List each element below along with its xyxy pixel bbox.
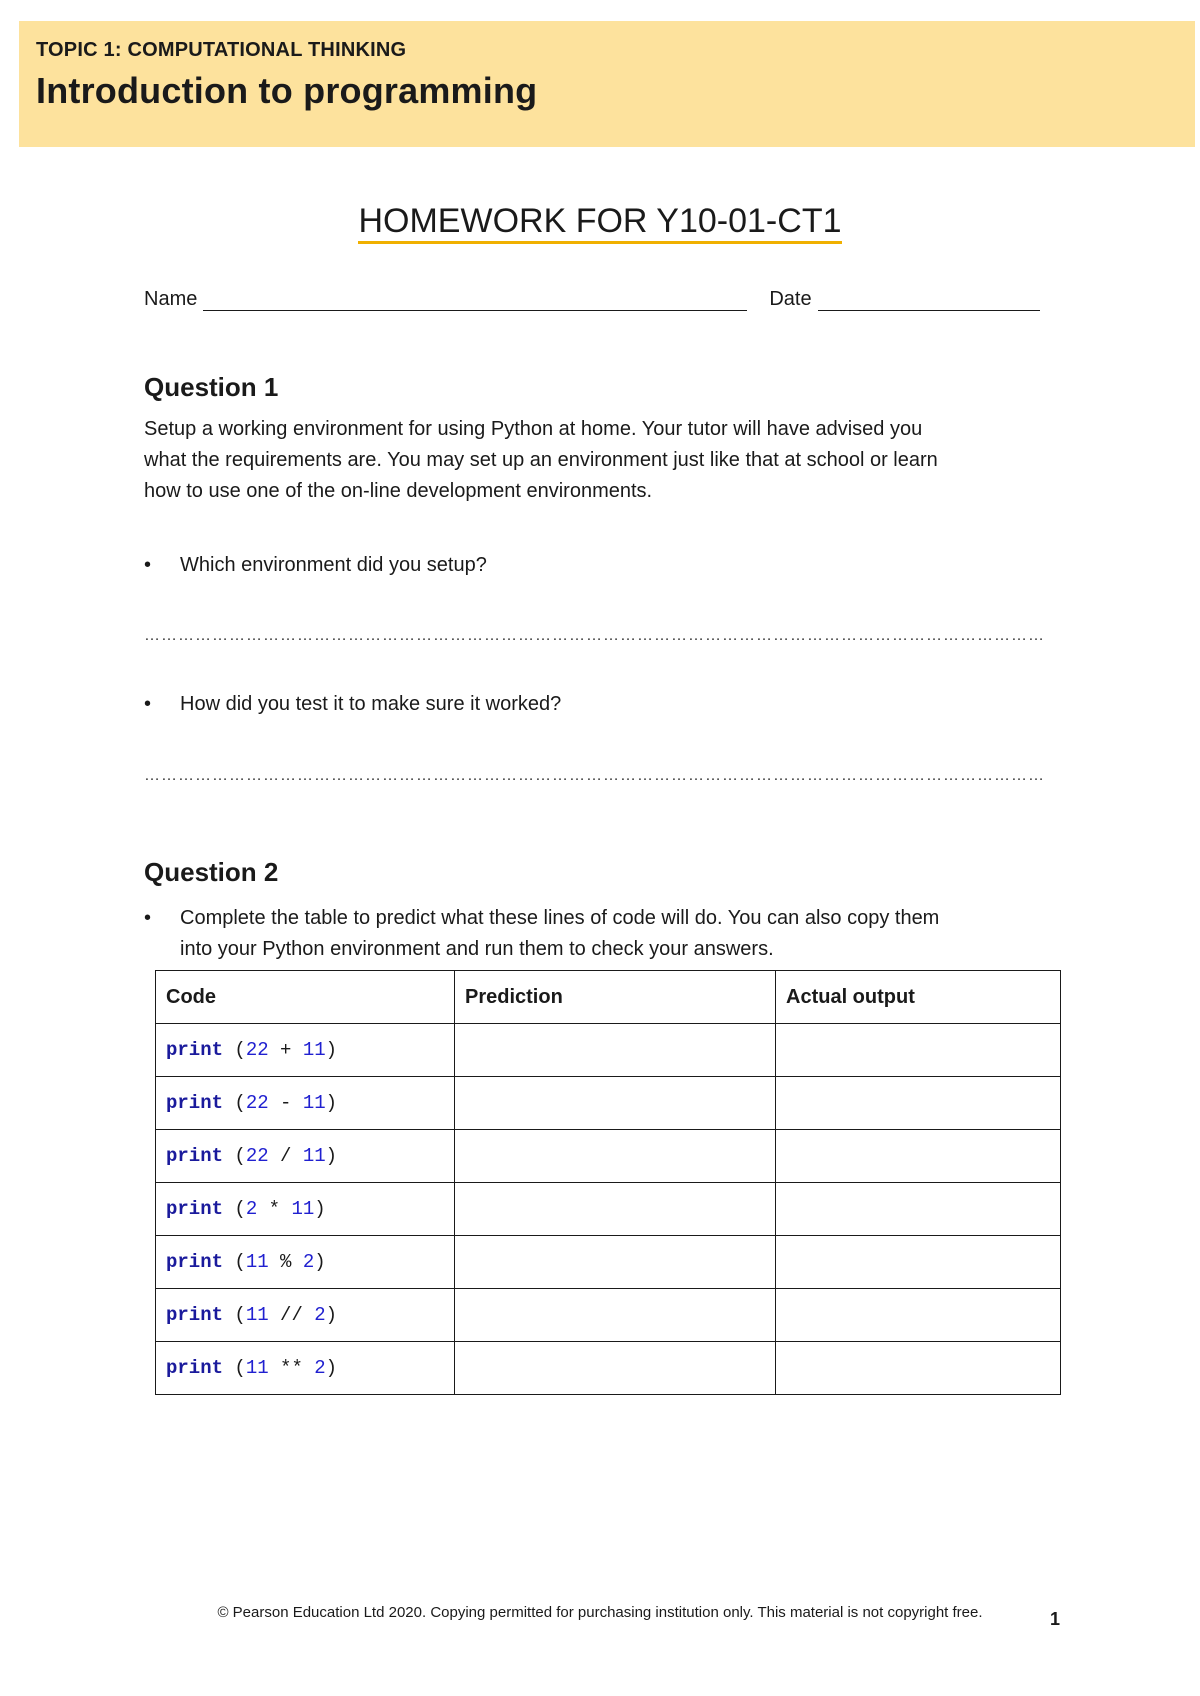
question-1-bullet <box>144 550 1054 581</box>
actual-output-cell[interactable] <box>776 1077 1061 1130</box>
code-cell <box>156 1130 455 1183</box>
date-label: Date <box>769 288 812 310</box>
prediction-cell[interactable] <box>455 1183 776 1236</box>
prediction-cell[interactable] <box>455 1130 776 1183</box>
table-row <box>156 1183 1061 1236</box>
homework-title <box>0 202 1200 241</box>
question-1-line: how to use one of the on-line development environments. <box>144 480 653 502</box>
code-operand: 11 <box>245 1304 269 1326</box>
actual-output-cell[interactable] <box>776 1183 1061 1236</box>
table-row <box>156 1342 1061 1395</box>
page-number: 1 <box>1050 1609 1061 1629</box>
answer-line[interactable]: …………………………………………………………………………………………………………………………………………… <box>144 627 1045 644</box>
code-operator: // <box>280 1304 303 1326</box>
code-table <box>155 970 1061 1395</box>
name-label: Name <box>144 288 198 310</box>
code-operand: 2 <box>302 1251 315 1273</box>
answer-line[interactable]: …………………………………………………………………………………………………………………………………………… <box>144 767 1045 784</box>
actual-output-cell[interactable] <box>776 1289 1061 1342</box>
code-punctuation: ( <box>223 1145 246 1167</box>
homework-title-text: HOMEWORK FOR Y10-01-CT1 <box>358 202 841 244</box>
code-operator: / <box>280 1145 292 1167</box>
code-cell <box>156 1077 455 1130</box>
question-1-line: Setup a working environment for using Python at home. Your tutor will have advised you <box>144 418 923 440</box>
prediction-cell[interactable] <box>455 1289 776 1342</box>
code-punctuation: ( <box>223 1304 246 1326</box>
bullet-icon: • <box>144 907 152 929</box>
code-punctuation: ( <box>223 1357 246 1379</box>
topic-label: TOPIC 1: COMPUTATIONAL THINKING <box>36 39 407 61</box>
column-header-code: Code <box>156 971 455 1024</box>
table-header-row <box>156 971 1061 1024</box>
column-header-prediction: Prediction <box>455 971 776 1024</box>
code-cell <box>156 1183 455 1236</box>
table-row <box>156 1130 1061 1183</box>
bullet-icon: • <box>144 693 152 715</box>
code-punctuation: ) <box>325 1357 338 1379</box>
code-operand: 2 <box>314 1357 326 1379</box>
code-cell <box>156 1342 455 1395</box>
question-1-bullet <box>144 689 1054 720</box>
code-operand: 11 <box>302 1145 326 1167</box>
actual-output-cell[interactable] <box>776 1236 1061 1289</box>
prediction-cell[interactable] <box>455 1236 776 1289</box>
code-operand: 22 <box>245 1145 269 1167</box>
code-operand: 2 <box>314 1304 326 1326</box>
code-keyword: print <box>166 1198 224 1220</box>
code-punctuation: ) <box>325 1092 338 1114</box>
code-operator: % <box>280 1251 292 1273</box>
question-1-line: what the requirements are. You may set up an environment just like that at school or learn <box>144 449 938 471</box>
bullet-line: into your Python environment and run them to check your answers. <box>180 938 774 960</box>
question-2-bullet <box>144 903 1054 965</box>
code-operand: 11 <box>245 1251 269 1273</box>
code-punctuation: ) <box>325 1145 338 1167</box>
code-keyword: print <box>166 1092 224 1114</box>
table-row <box>156 1236 1061 1289</box>
code-operand: 11 <box>291 1198 315 1220</box>
code-operator: - <box>280 1092 292 1114</box>
name-field[interactable] <box>203 288 747 311</box>
code-operand: 22 <box>245 1039 269 1061</box>
question-1-heading: Question 1 <box>144 372 279 402</box>
prediction-cell[interactable] <box>455 1024 776 1077</box>
actual-output-cell[interactable] <box>776 1342 1061 1395</box>
code-punctuation: ) <box>325 1039 338 1061</box>
table-row <box>156 1077 1061 1130</box>
table-row <box>156 1024 1061 1077</box>
code-punctuation: ( <box>223 1092 246 1114</box>
code-operator: * <box>268 1198 281 1220</box>
code-punctuation: ( <box>223 1039 246 1061</box>
bullet-line: Complete the table to predict what these lines of code will do. You can also copy them <box>180 907 940 929</box>
actual-output-cell[interactable] <box>776 1130 1061 1183</box>
bullet-icon: • <box>144 554 152 576</box>
code-keyword: print <box>166 1145 224 1167</box>
code-keyword: print <box>166 1357 224 1379</box>
code-operator: ** <box>280 1357 303 1379</box>
column-header-actual-output: Actual output <box>776 971 1061 1024</box>
date-field[interactable] <box>818 288 1040 311</box>
code-punctuation: ) <box>314 1251 326 1273</box>
code-punctuation: ( <box>223 1198 246 1220</box>
code-operand: 11 <box>245 1357 269 1379</box>
code-operand: 11 <box>302 1039 326 1061</box>
prediction-cell[interactable] <box>455 1342 776 1395</box>
page-title: Introduction to programming <box>36 70 538 111</box>
code-punctuation: ( <box>223 1251 246 1273</box>
code-keyword: print <box>166 1039 224 1061</box>
bullet-text <box>180 903 1054 965</box>
code-cell <box>156 1024 455 1077</box>
question-1-text <box>144 414 1044 507</box>
bullet-text: How did you test it to make sure it worked? <box>180 693 562 715</box>
bullet-text: Which environment did you setup? <box>180 554 487 576</box>
code-punctuation: ) <box>314 1198 326 1220</box>
code-keyword: print <box>166 1304 224 1326</box>
code-operand: 11 <box>302 1092 326 1114</box>
actual-output-cell[interactable] <box>776 1024 1061 1077</box>
table-row <box>156 1289 1061 1342</box>
code-keyword: print <box>166 1251 224 1273</box>
code-operand: 2 <box>245 1198 258 1220</box>
code-cell <box>156 1236 455 1289</box>
copyright-footer: © Pearson Education Ltd 2020. Copying permitted for purchasing institution only. This material is not copyright free. <box>217 1604 983 1621</box>
code-operand: 22 <box>245 1092 269 1114</box>
prediction-cell[interactable] <box>455 1077 776 1130</box>
code-operator: + <box>280 1039 292 1061</box>
name-date-line <box>144 288 1040 311</box>
table-body <box>156 1024 1061 1395</box>
code-cell <box>156 1289 455 1342</box>
code-punctuation: ) <box>325 1304 338 1326</box>
question-2-heading: Question 2 <box>144 857 279 887</box>
